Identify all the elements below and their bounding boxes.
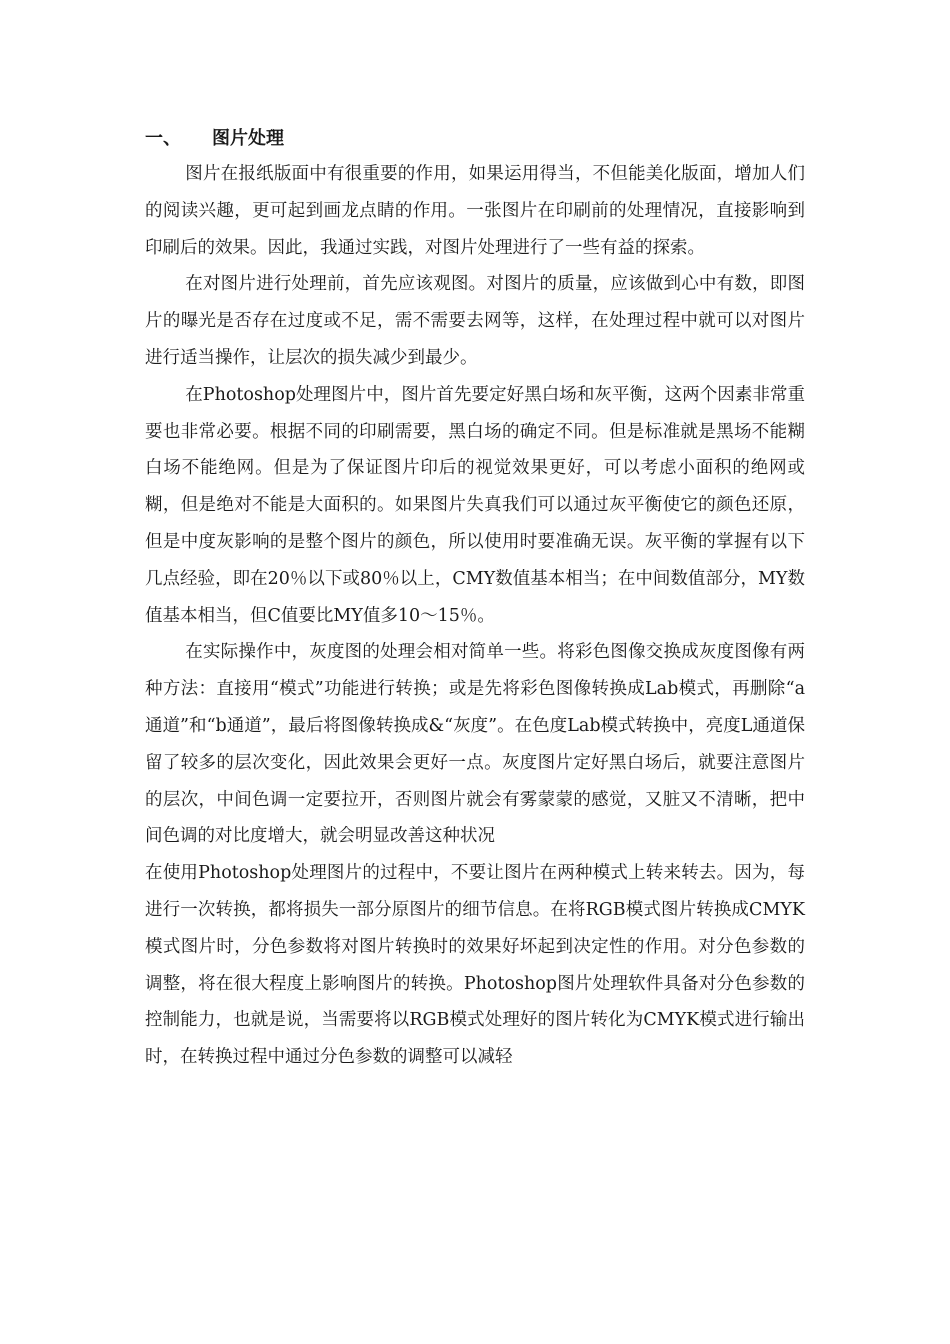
paragraph: 在使用Photoshop处理图片的过程中，不要让图片在两种模式上转来转去。因为，每进行一次转换，都将损失一部分原图片的细节信息。在将RGB模式图片转换成CMYK模式图片时，分色参数将对图片转换时的效果好坏起到决定性的作用。对分色参数的调整，将在很大程度上影响图片的转换。Photoshop图片处理软件具备对分色参数的控制能力，也就是说，当需要将以RGB模式处理好的图片转化为CMYK模式进行输出时，在转换过程中通过分色参数的调整可以减轻: [145, 863, 805, 1068]
paragraph: 在实际操作中，灰度图的处理会相对简单一些。将彩色图像交换成灰度图像有两种方法：直接用“模式”功能进行转换；或是先将彩色图像转换成Lab模式，再删除“a通道”和“b通道”，最后将图像转换成&“灰度”。在色度Lab模式转换中，亮度L通道保留了较多的层次变化，因此效果会更好一点。灰度图片定好黑白场后，就要注意图片的层次，中间色调一定要拉开，否则图片就会有雾蒙蒙的感觉，又脏又不清晰，把中间色调的对比度增大，就会明显改善这种状况: [145, 642, 805, 847]
paragraph: 在Photoshop处理图片中，图片首先要定好黑白场和灰平衡，这两个因素非常重要也非常必要。根据不同的印刷需要，黑白场的确定不同。但是标准就是黑场不能糊白场不能绝网。但是为了保证图片印后的视觉效果更好，可以考虑小面积的绝网或糊，但是绝对不能是大面积的。如果图片失真我们可以通过灰平衡使它的颜色还原，但是中度灰影响的是整个图片的颜色，所以使用时要准确无误。灰平衡的掌握有以下几点经验，即在20％以下或80％以上，CMY数值基本相当；在中间数值部分，MY数值基本相当，但C值要比MY值多10～15％。: [145, 384, 805, 626]
section-number: 一、: [145, 128, 181, 149]
section-heading: [145, 124, 284, 154]
paragraph: 图片在报纸版面中有很重要的作用，如果运用得当，不但能美化版面，增加人们的阅读兴趣，更可起到画龙点睛的作用。一张图片在印刷前的处理情况，直接影响到印刷后的效果。因此，我通过实践，对图片处理进行了一些有益的探索。: [145, 164, 805, 258]
body-text: [145, 156, 805, 1076]
section-title: 图片处理: [212, 128, 284, 149]
paragraph: 在对图片进行处理前，首先应该观图。对图片的质量，应该做到心中有数，即图片的曝光是否存在过度或不足，需不需要去网等，这样，在处理过程中就可以对图片进行适当操作，让层次的损失减少到最少。: [145, 274, 805, 368]
